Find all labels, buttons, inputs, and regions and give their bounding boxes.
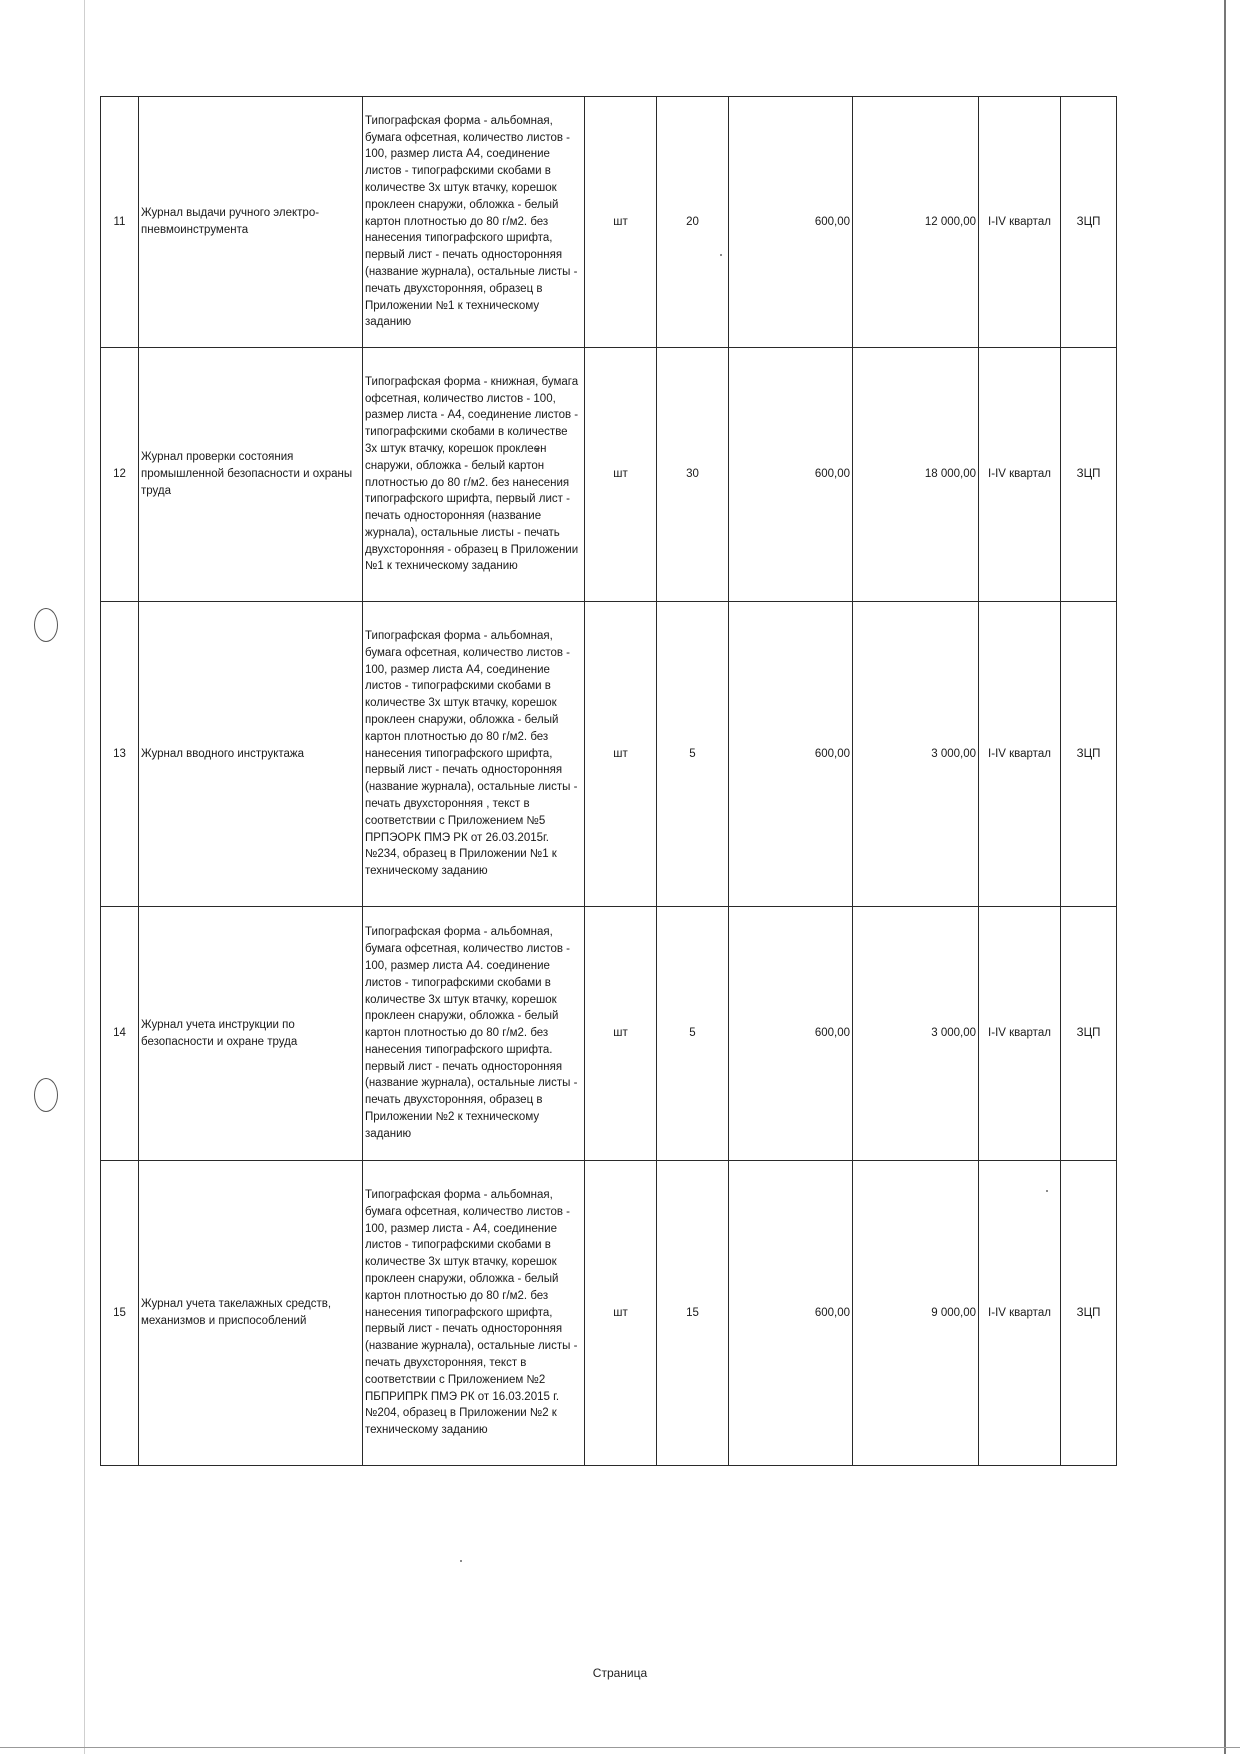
- item-delivery-place: ЗЦП: [1061, 907, 1117, 1161]
- table-row: [101, 97, 1117, 348]
- item-quantity: 20: [657, 97, 729, 348]
- table-row: [101, 907, 1117, 1161]
- item-description: Типографская форма - альбомная, бумага офсетная, количество листов - 100, размер листа А4, соединение листов - типографскими скобами в количестве 3х штук втачку, корешок проклеен снаружи, обложка - белый картон плотностью до 80 г/м2. без нанесения типографского шрифта, первый лист - печать односторонняя (название журнала), остальные листы - печать двухсторонняя, образец в Приложении №1 к техническому заданию: [363, 97, 585, 348]
- item-name: Журнал учета такелажных средств, механизмов и приспособлений: [139, 1161, 363, 1466]
- item-name: Журнал выдачи ручного электро-пневмоинструмента: [139, 97, 363, 348]
- item-total-sum: 3 000,00: [853, 907, 979, 1161]
- table-body: [101, 97, 1117, 1466]
- item-unit: шт: [585, 602, 657, 907]
- item-description: Типографская форма - альбомная, бумага офсетная, количество листов - 100, размер листа А4. соединение листов - типографскими скобами в количестве 3х штук втачку, корешок проклеен снаружи, обложка - белый картон плотностью до 80 г/м2. без нанесения типографского шрифта. первый лист - печать односторонняя (название журнала), остальные листы - печать двухсторонняя, образец в Приложении №2 к техническому заданию: [363, 907, 585, 1161]
- item-unit-price: 600,00: [729, 602, 853, 907]
- item-unit-price: 600,00: [729, 97, 853, 348]
- item-unit-price: 600,00: [729, 348, 853, 602]
- row-number: 15: [101, 1161, 139, 1466]
- item-delivery-place: ЗЦП: [1061, 602, 1117, 907]
- row-number: 14: [101, 907, 139, 1161]
- page-footer-label: Страница: [592, 1666, 648, 1680]
- item-delivery-period: I-IV квартал: [979, 348, 1061, 602]
- row-number: 12: [101, 348, 139, 602]
- margin-punch-mark: [34, 608, 58, 642]
- item-delivery-period: I-IV квартал: [979, 907, 1061, 1161]
- item-name: Журнал учета инструкции по безопасности и охране труда: [139, 907, 363, 1161]
- item-unit: шт: [585, 1161, 657, 1466]
- specification-table: [100, 96, 1117, 1466]
- item-description: Типографская форма - альбомная, бумага офсетная, количество листов - 100, размер листа - А4, соединение листов - типографскими скобами в количестве 3х штук втачку, корешок проклеен снаружи, обложка - белый картон плотностью до 80 г/м2. без нанесения типографского шрифта, первый лист - печать односторонняя (название журнала), остальные листы - печать двухсторонняя, текст в соответствии с Приложением №2 ПБПРИПРК ПМЭ РК от 16.03.2015 г. №204, образец в Приложении №2 к техническому заданию: [363, 1161, 585, 1466]
- item-total-sum: 9 000,00: [853, 1161, 979, 1466]
- item-name: Журнал проверки состояния промышленной безопасности и охраны труда: [139, 348, 363, 602]
- item-unit: шт: [585, 348, 657, 602]
- item-total-sum: 12 000,00: [853, 97, 979, 348]
- item-quantity: 5: [657, 907, 729, 1161]
- specification-table-wrapper: [100, 96, 1116, 1466]
- margin-punch-mark: [34, 1078, 58, 1112]
- item-total-sum: 3 000,00: [853, 602, 979, 907]
- item-description: Типографская форма - книжная, бумага офсетная, количество листов - 100, размер листа - А4, соединение листов - типографскими скобами в количестве 3х штук втачку, корешок проклеен снаружи, обложка - белый картон плотностью до 80 г/м2. без нанесения типографского шрифта, первый лист - печать односторонняя (название журнала), остальные листы - печать двухсторонняя - образец в Приложении №1 к техническому заданию: [363, 348, 585, 602]
- item-unit-price: 600,00: [729, 1161, 853, 1466]
- item-delivery-period: I-IV квартал: [979, 1161, 1061, 1466]
- table-row: [101, 602, 1117, 907]
- item-quantity: 30: [657, 348, 729, 602]
- item-unit: шт: [585, 907, 657, 1161]
- item-delivery-period: I-IV квартал: [979, 97, 1061, 348]
- scan-edge-right: [1224, 0, 1226, 1754]
- item-total-sum: 18 000,00: [853, 348, 979, 602]
- item-delivery-period: I-IV квартал: [979, 602, 1061, 907]
- item-description: Типографская форма - альбомная, бумага офсетная, количество листов - 100, размер листа А4, соединение листов - типографскими скобами в количестве 3х штук втачку, корешок проклеен снаружи, обложка - белый картон плотностью до 80 г/м2. без нанесения типографского шрифта, первый лист - печать односторонняя (название журнала), остальные листы - печать двухсторонняя , текст в соответствии с Приложением №5 ПРПЭОРК ПМЭ РК от 26.03.2015г. №234, образец в Приложении №1 к техническому заданию: [363, 602, 585, 907]
- item-quantity: 15: [657, 1161, 729, 1466]
- scan-edge-bottom: [0, 1747, 1240, 1748]
- item-delivery-place: ЗЦП: [1061, 1161, 1117, 1466]
- item-unit-price: 600,00: [729, 907, 853, 1161]
- item-delivery-place: ЗЦП: [1061, 97, 1117, 348]
- row-number: 11: [101, 97, 139, 348]
- item-name: Журнал вводного инструктажа: [139, 602, 363, 907]
- table-row: [101, 1161, 1117, 1466]
- item-unit: шт: [585, 97, 657, 348]
- item-delivery-place: ЗЦП: [1061, 348, 1117, 602]
- item-quantity: 5: [657, 602, 729, 907]
- scan-edge-left: [84, 0, 85, 1754]
- row-number: 13: [101, 602, 139, 907]
- scan-speck: [460, 1560, 462, 1562]
- table-row: [101, 348, 1117, 602]
